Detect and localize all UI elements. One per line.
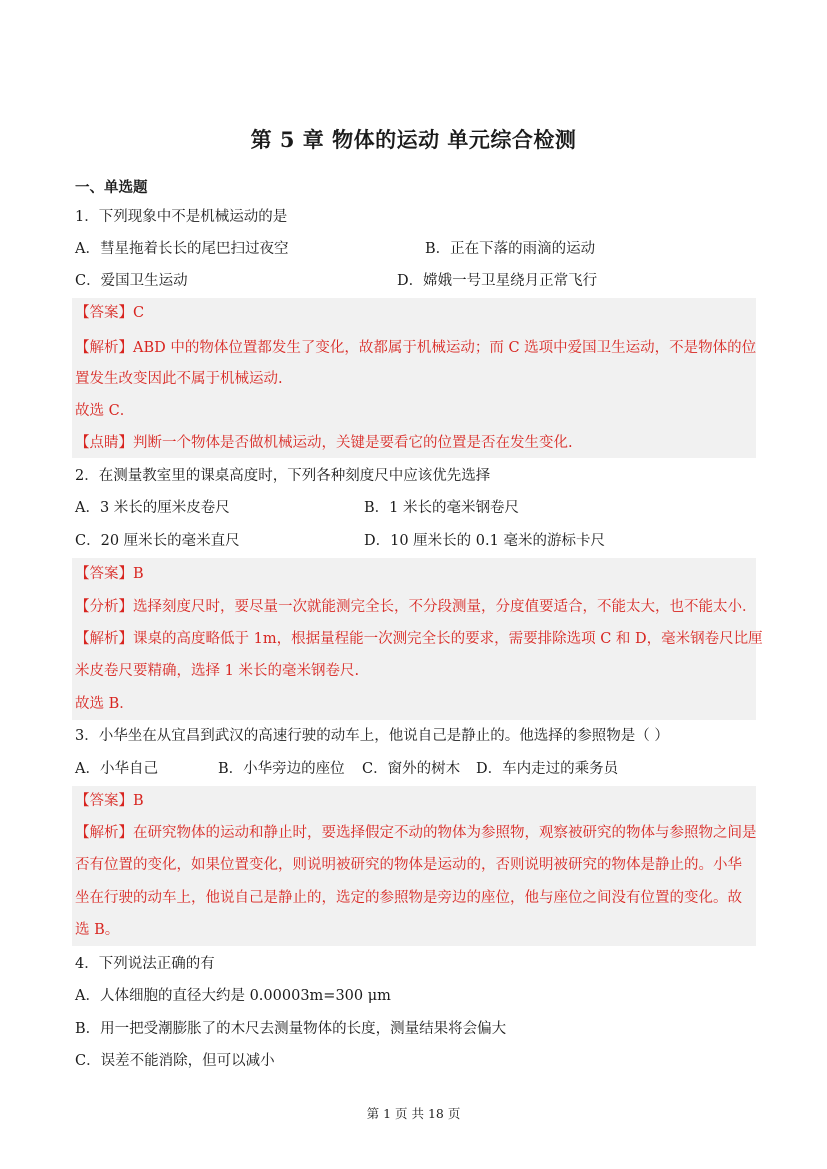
q2-choose: 故选 B． [75, 696, 134, 712]
page-footer: 第 1 页 共 18 页 [366, 1106, 461, 1121]
q4-option-a: A．人体细胞的直径大约是 0.00003m=300 μm [75, 988, 391, 1004]
q1-analysis-line-2: 置发生改变因此不属于机械运动. [75, 371, 283, 387]
q4-option-b: B．用一把受潮膨胀了的木尺去测量物体的长度，测量结果将会偏大 [75, 1021, 507, 1037]
q3-analysis-line-3: 坐在行驶的动车上，他说自己是静止的，选定的参照物是旁边的座位，他与座位之间没有位置的变化。故 [75, 890, 742, 906]
q2-option-b: B．1 米长的毫米钢卷尺 [364, 500, 519, 516]
q1-option-d: D．嫦娥一号卫星绕月正常飞行 [397, 273, 598, 289]
q3-option-b: B．小华旁边的座位 [218, 761, 345, 777]
q4-option-c: C．误差不能消除，但可以减小 [75, 1053, 275, 1069]
q2-analysis-line-1: 【解析】课桌的高度略低于 1m，根据量程能一次测完全长的要求，需要排除选项 C 和 D，毫米钢卷尺比厘 [75, 631, 763, 647]
q2-option-a: A．3 米长的厘米皮卷尺 [75, 500, 230, 516]
q3-option-d: D．车内走过的乘务员 [476, 761, 619, 777]
q3-option-a: A．小华自己 [75, 761, 158, 777]
q2-answer: 【答案】B [75, 566, 144, 582]
q1-option-c: C．爱国卫生运动 [75, 273, 188, 289]
q1-option-b: B．正在下落的雨滴的运动 [425, 241, 596, 257]
q3-analysis-line-2: 否有位置的变化，如果位置变化，则说明被研究的物体是运动的，否则说明被研究的物体是静止的。小华 [75, 857, 742, 873]
q3-answer-block [72, 786, 756, 946]
q1-comment: 【点睛】判断一个物体是否做机械运动，关键是要看它的位置是否在发生变化. [75, 435, 573, 451]
q4-stem: 4．下列说法正确的有 [75, 956, 215, 972]
q3-analysis-line-4: 选 B。 [75, 922, 120, 938]
q2-option-d: D．10 厘米长的 0.1 毫米的游标卡尺 [364, 533, 605, 549]
q1-answer: 【答案】C [75, 305, 145, 321]
q2-stem: 2．在测量教室里的课桌高度时，下列各种刻度尺中应该优先选择 [75, 468, 491, 484]
q2-analysis-line-2: 米皮卷尺要精确，选择 1 米长的毫米钢卷尺. [75, 663, 360, 679]
q1-answer-block [72, 298, 756, 458]
q1-analysis-line-1: 【解析】ABD 中的物体位置都发生了变化，故都属于机械运动；而 C 选项中爱国卫生运动，不是物体的位 [75, 340, 757, 356]
q3-analysis-line-1: 【解析】在研究物体的运动和静止时，要选择假定不动的物体为参照物，观察被研究的物体与参照物之间是 [75, 825, 757, 841]
section-heading: 一、单选题 [75, 179, 148, 196]
q3-answer: 【答案】B [75, 793, 144, 809]
q2-answer-block [72, 558, 763, 720]
q2-fenxi: 【分析】选择刻度尺时，要尽量一次就能测完全长，不分段测量，分度值要适合，不能太大，也不能太小． [75, 599, 757, 615]
q1-option-a: A．彗星拖着长长的尾巴扫过夜空 [75, 241, 289, 257]
q2-option-c: C．20 厘米长的毫米直尺 [75, 533, 240, 549]
q3-stem: 3．小华坐在从宜昌到武汉的高速行驶的动车上，他说自己是静止的。他选择的参照物是（ ） [75, 728, 669, 744]
q3-option-c: C．窗外的树木 [362, 761, 461, 777]
page-title: 第 5 章 物体的运动 单元综合检测 [250, 127, 577, 152]
q1-choose: 故选 C． [75, 403, 135, 419]
q1-stem: 1．下列现象中不是机械运动的是 [75, 209, 288, 225]
